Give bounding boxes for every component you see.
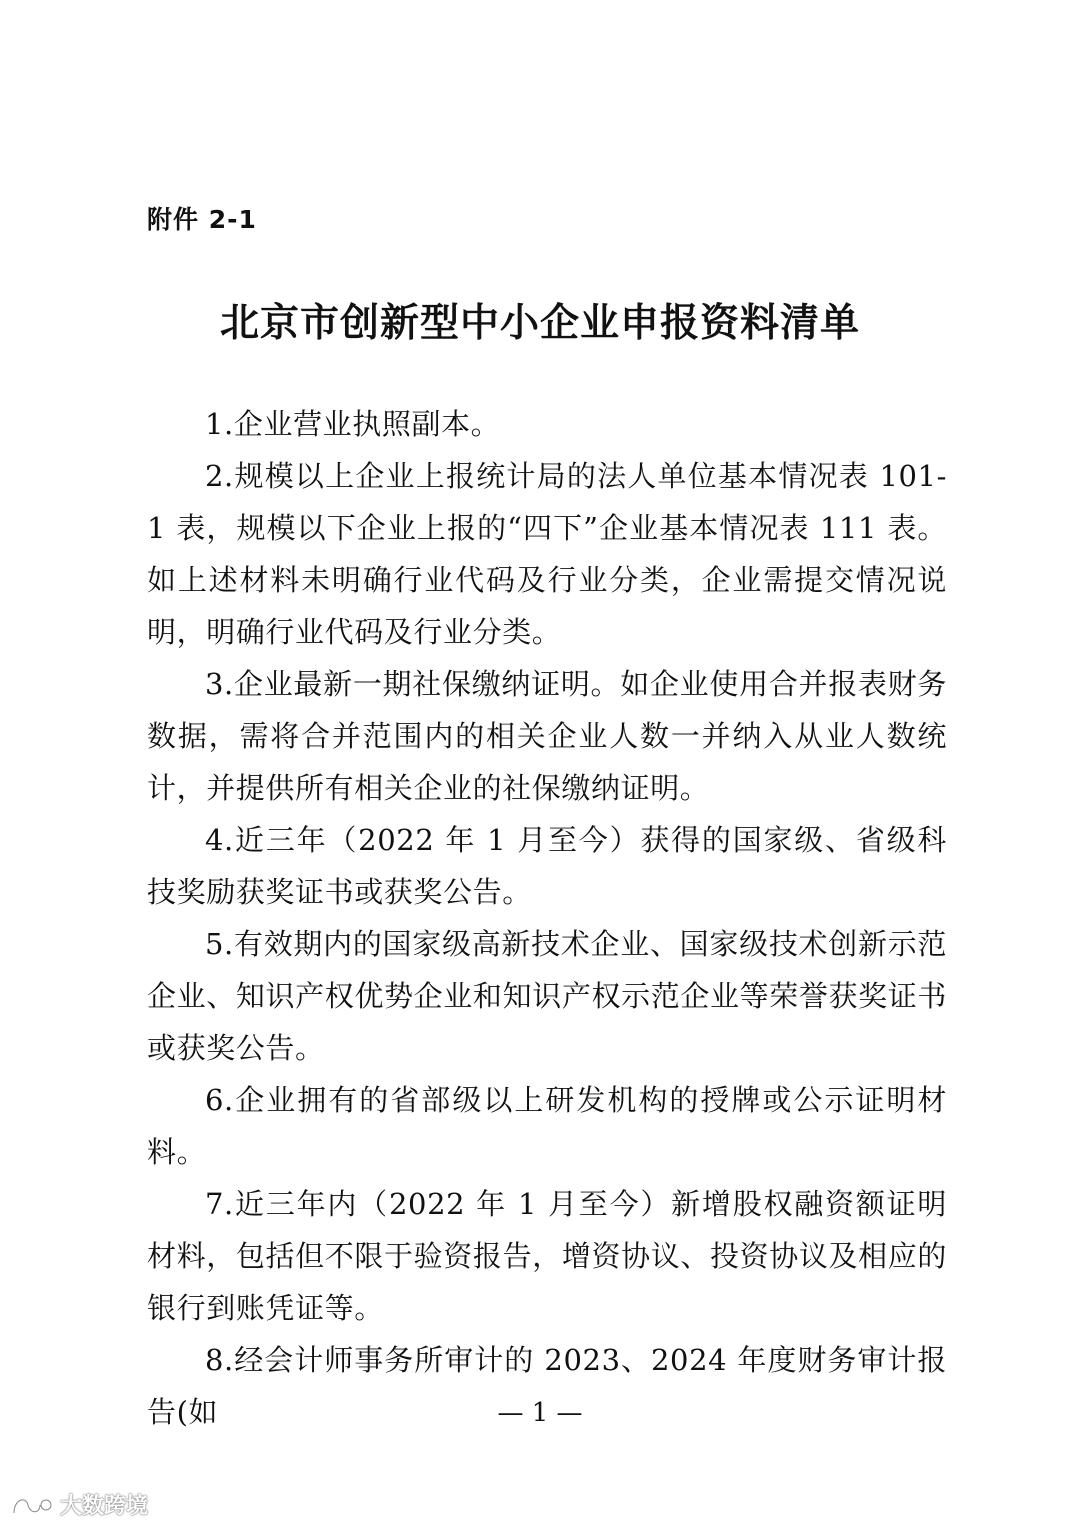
list-item-2: 2.规模以上企业上报统计局的法人单位基本情况表 101-1 表，规模以下企业上报的“四下”企业基本情况表 111 表。如上述材料未明确行业代码及行业分类，企业需提交情况说明，明确行业代码及行业分类。 xyxy=(147,459,947,649)
document-title: 北京市创新型中小企业申报资料清单 xyxy=(219,301,860,346)
watermark xyxy=(10,1489,148,1520)
requirements-list xyxy=(147,398,947,1438)
list-item-5: 5.有效期内的国家级高新技术企业、国家级技术创新示范企业、知识产权优势企业和知识产权示范企业等荣誉获奖证书或获奖公告。 xyxy=(147,927,947,1065)
list-item-7: 7.近三年内（2022 年 1 月至今）新增股权融资额证明材料，包括但不限于验资报告，增资协议、投资协议及相应的银行到账凭证等。 xyxy=(147,1187,947,1325)
page-number: — 1 — xyxy=(497,1398,583,1428)
list-item-1: 1.企业营业执照副本。 xyxy=(205,407,501,441)
list-item-6: 6.企业拥有的省部级以上研发机构的授牌或公示证明材料。 xyxy=(147,1083,947,1169)
brand-logo-icon xyxy=(10,1492,54,1518)
list-item-3: 3.企业最新一期社保缴纳证明。如企业使用合并报表财务数据，需将合并范围内的相关企业人数一并纳入从业人数统计，并提供所有相关企业的社保缴纳证明。 xyxy=(147,667,947,805)
watermark-text: 大数跨境 xyxy=(60,1494,149,1519)
list-item-4: 4.近三年（2022 年 1 月至今）获得的国家级、省级科技奖励获奖证书或获奖公告。 xyxy=(147,823,947,909)
list-item-8: 8.经会计师事务所审计的 2023、2024 年度财务审计报告(如 xyxy=(147,1343,947,1429)
attachment-label: 附件 2-1 xyxy=(147,205,257,234)
